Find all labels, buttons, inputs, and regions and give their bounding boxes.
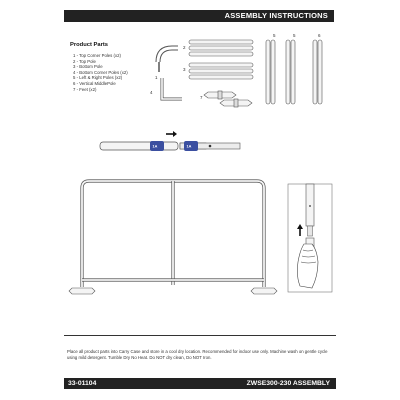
part-number-label: 6 — [318, 33, 321, 38]
feet-drawing — [204, 91, 252, 107]
parts-list-item: 4 - Bottom Corner Poles (x2) — [73, 69, 128, 75]
parts-list-item: 7 - Feet (x2) — [73, 86, 97, 92]
part-number-label: 4 — [150, 90, 153, 95]
part-number-label: 1 — [155, 75, 158, 80]
part-number-label: 7 — [200, 95, 203, 100]
parts-list-item: 2 - Top Pole — [73, 58, 96, 64]
frame-feet — [69, 288, 277, 294]
footer-bar — [64, 378, 336, 389]
divider — [64, 335, 336, 336]
parts-list-item: 3 - Bottom Pole — [73, 64, 103, 70]
part-number-label: 5 — [273, 33, 276, 38]
parts-list-item: 6 - Vertical MiddlePole — [73, 80, 116, 86]
part-number-label: 5 — [293, 33, 296, 38]
arrow-right-icon — [166, 131, 177, 137]
assembled-frame — [82, 181, 264, 287]
parts-title: Product Parts — [70, 42, 109, 48]
care-instructions: Place all product parts into Carry Case and store in a cool dry location. Recommended for indoor use only. Machine wash on gentle cycle using mild detergent. Tumble Dry No Heat. Do NOT dry clean, Do NOT Iron. — [67, 349, 328, 360]
part-number-label: 3 — [183, 67, 186, 72]
connector-badge: 1A — [186, 144, 192, 149]
bottom-pole-drawing — [189, 63, 253, 79]
product-code: 33-01104 — [68, 379, 97, 387]
bottom-corner-pole-drawing — [162, 78, 182, 99]
parts-list-item: 1 - Top Corner Poles (x2) — [73, 53, 121, 58]
connector-badge: 1A — [152, 144, 158, 149]
left-right-pole-drawing — [266, 40, 295, 104]
top-corner-pole-drawing — [156, 46, 178, 72]
top-pole-drawing — [189, 40, 253, 56]
part-number-label: 2 — [183, 45, 186, 50]
model-label: ZWSE300-230 ASSEMBLY — [246, 379, 330, 387]
connector-detail-joined — [180, 141, 240, 151]
header-title: ASSEMBLY INSTRUCTIONS — [224, 11, 328, 20]
parts-list-item: 5 - Left & Right Poles (x2) — [73, 75, 123, 81]
middle-pole-drawing — [313, 40, 322, 104]
